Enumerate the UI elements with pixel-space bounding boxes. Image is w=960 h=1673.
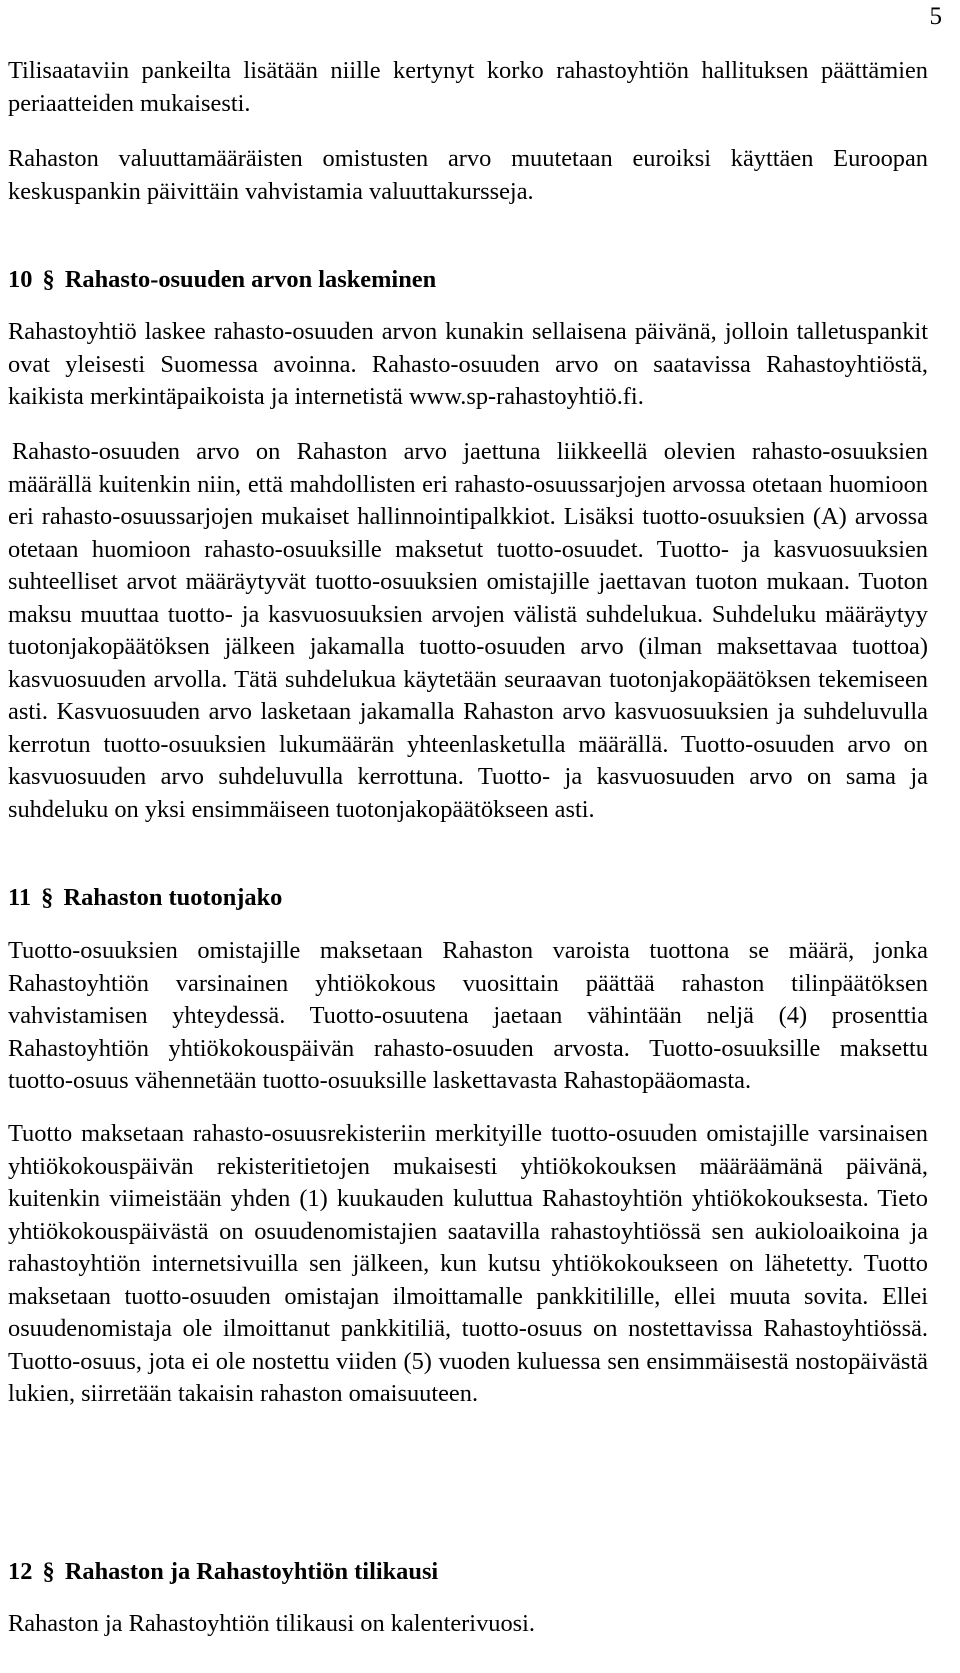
section-11-symbol: § xyxy=(41,884,54,911)
section-11-paragraph-2: Tuotto maksetaan rahasto-osuusrekisteriin merkityille tuotto-osuuden omistajille varsinaisen yhtiökokouspäivän rekisteritietojen mukaisesti yhtiökokouksen määräämänä päivänä, kuitenkin viimeistään yhden (1) kuukauden kuluttua Rahastoyhtiön yhtiökokouksesta. Tieto yhtiökokouspäivästä on osuudenomistajien saatavilla rahastoyhtiössä sen aukioloaikoina ja rahastoyhtiön internetsivuilla sen jälkeen, kun kutsu yhtiökokoukseen on lähetetty. Tuotto maksetaan tuotto-osuuden omistajan ilmoittamalle pankkitilille, ellei muuta sovita. Ellei osuudenomistaja ole ilmoittanut pankkitiliä, tuotto-osuus on nostettavissa Rahastoyhtiössä. Tuotto-osuus, jota ei ole nostettu viiden (5) vuoden kuluessa sen ensimmäisestä nostopäivästä lukien, siirretään takaisin rahaston omaisuuteen. xyxy=(8,1120,928,1407)
section-10-number: 10 xyxy=(8,266,33,293)
section-10-paragraph-1: Rahastoyhtiö laskee rahasto-osuuden arvon kunakin sellaisena päivänä, jolloin talletuspankit ovat yleisesti Suomessa avoinna. Rahasto-osuuden arvo on saatavissa Rahastoyhtiöstä, kaikista merkintäpaikoista ja internetistä www.sp-rahastoyhtiö.fi. xyxy=(8,318,928,410)
section-12-symbol: § xyxy=(42,1558,55,1585)
section-11-number: 11 xyxy=(8,884,32,911)
page-number: 5 xyxy=(929,3,942,30)
section-12-number: 12 xyxy=(8,1558,33,1585)
section-12-heading xyxy=(8,1556,928,1588)
section-11-paragraph-1: Tuotto-osuuksien omistajille maksetaan Rahaston varoista tuottona se määrä, jonka Rahastoyhtiön varsinainen yhtiökokous vuosittain päättää rahaston tilinpäätöksen vahvistamisen yhteydessä. Tuotto-osuutena jaetaan vähintään neljä (4) prosenttia Rahastoyhtiön yhtiökokouspäivän rahasto-osuuden arvosta. Tuotto-osuuksille maksettu tuotto-osuus vähennetään tuotto-osuuksille laskettavasta Rahastopääomasta. xyxy=(8,937,928,1094)
section-10-title: Rahasto-osuuden arvon laskeminen xyxy=(64,266,437,293)
section-11-title: Rahaston tuotonjako xyxy=(63,884,283,911)
section-12-title: Rahaston ja Rahastoyhtiön tilikausi xyxy=(64,1558,439,1585)
section-10-heading xyxy=(8,264,928,296)
section-10-paragraph-2: Rahasto-osuuden arvo on Rahaston arvo jaettuna liikkeellä olevien rahasto-osuuksien määrällä kuitenkin niin, että mahdollisten eri rahasto-osuussarjojen arvossa otetaan huomioon eri rahasto-osuussarjojen mukaiset hallinnointipalkkiot. Lisäksi tuotto-osuuksien (A) arvossa otetaan huomioon rahasto-osuuksille maksetut tuotto-osuudet. Tuotto- ja kasvuosuuksien suhteelliset arvot määräytyvät tuotto-osuuksien omistajille jaettavan tuoton mukaan. Tuoton maksu muuttaa tuotto- ja kasvuosuuksien arvojen välistä suhdelukua. Suhdeluku määräytyy tuotonjakopäätöksen jälkeen jakamalla tuotto-osuuden arvo (ilman maksettavaa tuottoa) kasvuosuuden arvolla. Tätä suhdelukua käytetään seuraavan tuotonjakopäätöksen tekemiseen asti. Kasvuosuuden arvo lasketaan jakamalla Rahaston arvo kasvuosuuksien ja suhdeluvulla kerrotun tuotto-osuuksien lukumäärän yhteenlasketulla määrällä. Tuotto-osuuden arvo on kasvuosuuden arvo suhdeluvulla kerrottuna. Tuotto- ja kasvuosuuden arvo on sama ja suhdeluku on yksi ensimmäiseen tuotonjakopäätökseen asti. xyxy=(8,438,928,823)
paragraph-currency: Rahaston valuuttamääräisten omistusten arvo muutetaan euroiksi käyttäen Euroopan keskuspankin päivittäin vahvistamia valuuttakursseja. xyxy=(8,145,928,205)
section-11-heading xyxy=(8,882,928,914)
section-10-symbol: § xyxy=(42,266,55,293)
paragraph-interest: Tilisaataviin pankeilta lisätään niille kertynyt korko rahastoyhtiön hallituksen päättämien periaatteiden mukaisesti. xyxy=(8,57,928,117)
section-12-paragraph-1: Rahaston ja Rahastoyhtiön tilikausi on kalenterivuosi. xyxy=(8,1610,536,1637)
